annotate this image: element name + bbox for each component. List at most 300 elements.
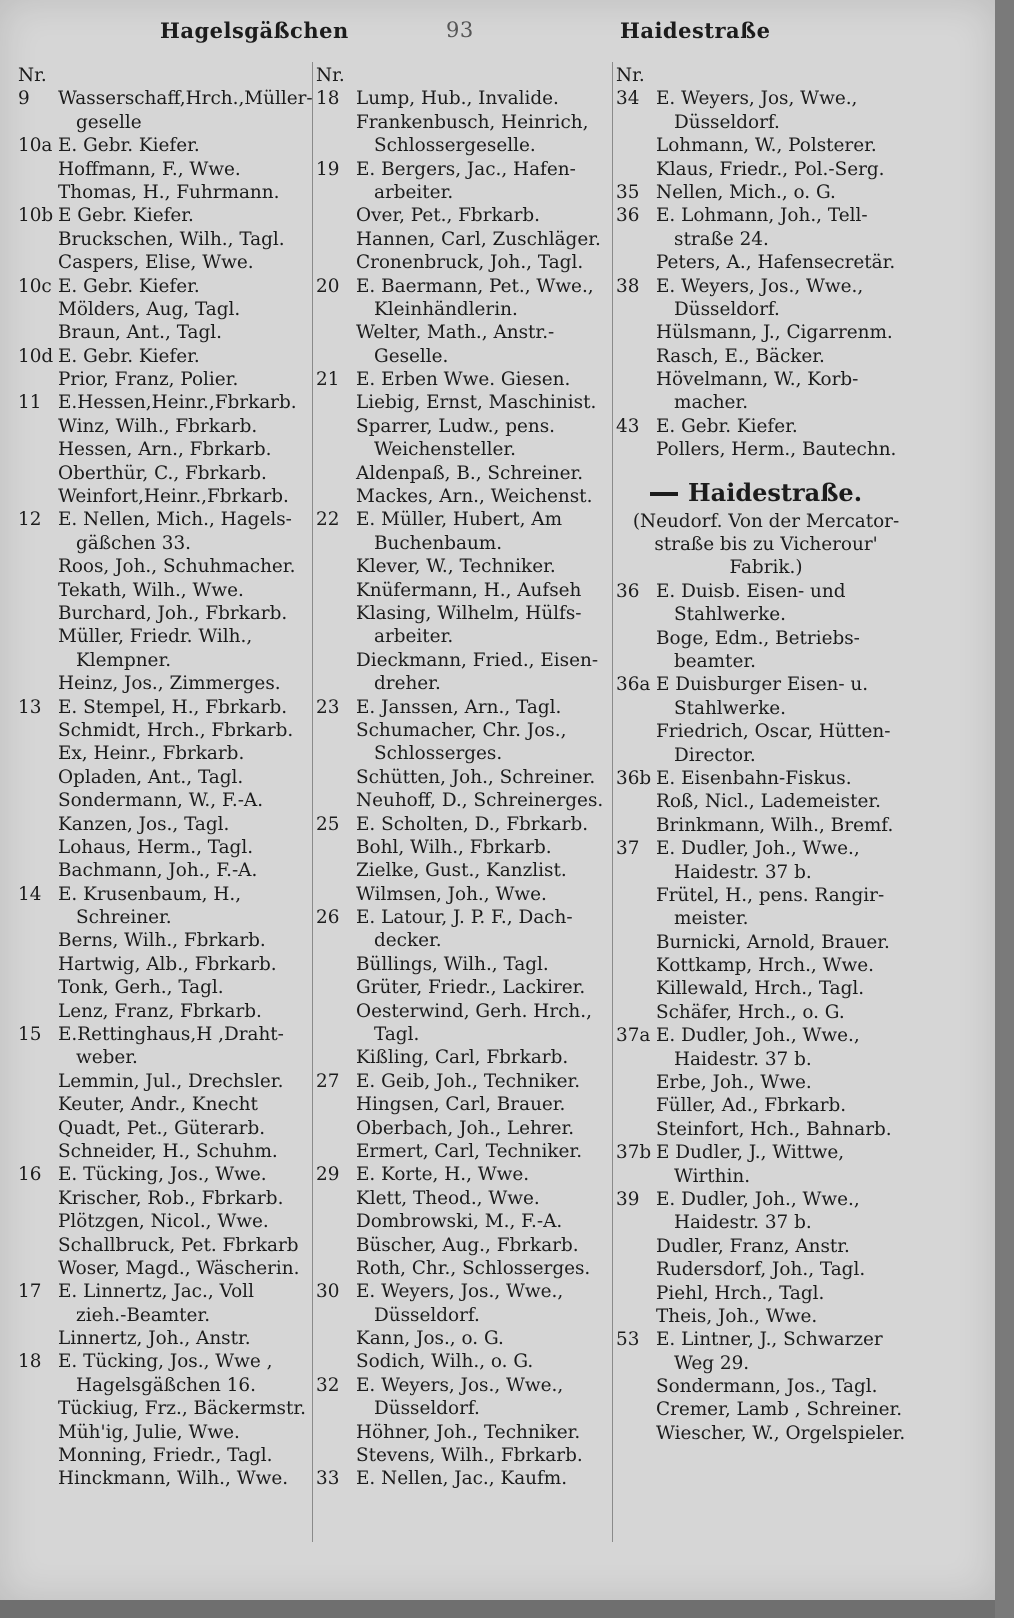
directory-entry	[316, 134, 610, 157]
entry-text: E. Latour, J. P. F., Dach-	[356, 907, 573, 929]
entry-text: arbeiter.	[374, 181, 454, 203]
directory-entry	[18, 1350, 310, 1373]
house-number	[18, 625, 58, 648]
house-number: 22	[316, 509, 340, 531]
directory-entry	[316, 1163, 610, 1186]
house-number	[18, 1046, 58, 1069]
nr-label: Nr.	[616, 65, 645, 86]
page-edge	[995, 0, 1014, 1618]
entry-text: Schneider, H., Schuhm.	[58, 1140, 278, 1162]
entry-text: E. Geib, Joh., Techniker.	[356, 1070, 581, 1092]
house-number	[616, 345, 656, 368]
entry-text: Grüter, Friedr., Lackirer.	[356, 977, 586, 999]
house-number: 19	[316, 158, 340, 180]
entry-text: E. Weyers, Jos, Wwe.,	[656, 88, 858, 110]
directory-entry	[616, 87, 916, 110]
house-number	[316, 953, 356, 976]
house-number	[18, 1257, 58, 1280]
directory-entry	[18, 134, 310, 157]
directory-entry	[616, 1094, 916, 1117]
section-description-line: straße bis zu Vicherour'	[654, 534, 878, 556]
house-number	[18, 1210, 58, 1233]
house-number: 38	[616, 275, 640, 297]
house-number	[316, 1234, 356, 1257]
house-number: 20	[316, 275, 340, 297]
entry-text: E. Dudler, Joh., Wwe.,	[656, 838, 860, 860]
directory-entry	[316, 181, 610, 204]
entry-text: E. Duisb. Eisen- und	[656, 580, 846, 602]
house-number	[616, 1071, 656, 1094]
entry-text: Aldenpaß, B., Schreiner.	[356, 462, 584, 484]
house-number	[18, 555, 58, 578]
directory-entry	[18, 181, 310, 204]
house-number	[616, 954, 656, 977]
directory-entry	[616, 1352, 916, 1375]
house-number	[18, 438, 58, 461]
directory-entry	[18, 438, 310, 461]
entry-text: Tekath, Wilh., Wwe.	[58, 579, 244, 601]
house-number	[616, 1048, 656, 1071]
entry-text: E. Eisenbahn-Fiskus.	[656, 767, 852, 789]
directory-entry	[18, 1140, 310, 1163]
directory-entry	[18, 298, 310, 321]
entry-text: Theis, Joh., Wwe.	[656, 1305, 818, 1327]
house-number: 35	[616, 181, 640, 203]
directory-entry	[316, 1187, 610, 1210]
house-number	[316, 391, 356, 414]
house-number	[616, 1305, 656, 1328]
directory-entry	[616, 251, 916, 274]
directory-entry	[616, 931, 916, 954]
directory-entry	[616, 1375, 916, 1398]
directory-entry	[316, 789, 610, 812]
house-number	[616, 1235, 656, 1258]
directory-entry	[616, 837, 916, 860]
house-number	[18, 415, 58, 438]
entry-text: Rasch, E., Bäcker.	[656, 345, 825, 367]
house-number	[616, 884, 656, 907]
house-number	[18, 813, 58, 836]
house-number	[316, 766, 356, 789]
entry-text: Bruckschen, Wilh., Tagl.	[58, 228, 285, 250]
directory-entry	[616, 1235, 916, 1258]
house-number	[616, 438, 656, 461]
dash-mark	[650, 492, 678, 496]
directory-entry	[18, 1327, 310, 1350]
entry-text: Düsseldorf.	[374, 1304, 480, 1326]
directory-entry	[18, 275, 310, 298]
entry-text: gäßchen 33.	[76, 532, 191, 554]
house-number: 32	[316, 1374, 340, 1396]
directory-entry	[18, 672, 310, 695]
house-number	[18, 906, 58, 929]
house-number	[18, 532, 58, 555]
house-number: 36	[616, 205, 640, 227]
house-number	[316, 625, 356, 648]
entry-text: Dudler, Franz, Anstr.	[656, 1235, 850, 1257]
directory-entry	[616, 321, 916, 344]
house-number: 33	[316, 1468, 340, 1490]
directory-entry	[616, 907, 916, 930]
house-number: 10c	[18, 275, 52, 297]
directory-entry	[316, 438, 610, 461]
entry-text: Stahlwerke.	[674, 604, 786, 626]
directory-entry	[18, 1421, 310, 1444]
entry-text: Frütel, H., pens. Rangir-	[656, 884, 885, 906]
directory-entry	[18, 789, 310, 812]
directory-entry	[316, 368, 610, 391]
house-number	[316, 883, 356, 906]
house-number	[616, 298, 656, 321]
house-number	[316, 181, 356, 204]
directory-entry	[316, 415, 610, 438]
directory-entry	[316, 1397, 610, 1420]
entry-text: Heinz, Jos., Zimmerges.	[58, 673, 281, 695]
directory-entry	[316, 508, 610, 531]
directory-entry	[316, 1210, 610, 1233]
house-number	[316, 1000, 356, 1023]
house-number	[18, 789, 58, 812]
house-number	[18, 1000, 58, 1023]
entry-text: Kißling, Carl, Fbrkarb.	[356, 1047, 569, 1069]
house-number: 29	[316, 1164, 340, 1186]
directory-entry	[616, 1118, 916, 1141]
house-number	[316, 1117, 356, 1140]
house-number: 30	[316, 1281, 340, 1303]
directory-entry	[18, 508, 310, 531]
house-number: 12	[18, 509, 42, 531]
house-number: 39	[616, 1188, 640, 1210]
entry-text: E. Dudler, Joh., Wwe.,	[656, 1025, 860, 1047]
directory-entry	[18, 87, 313, 110]
house-number	[316, 438, 356, 461]
entry-text: Schäfer, Hrch., o. G.	[656, 1001, 845, 1023]
house-number: 9	[18, 88, 30, 110]
entry-text: Hülsmann, J., Cigarrenm.	[656, 322, 893, 344]
entry-text: Keuter, Andr., Knecht	[58, 1094, 258, 1116]
directory-entry	[18, 1093, 310, 1116]
directory-entry	[616, 580, 916, 603]
page-number: 93	[446, 18, 474, 42]
entry-text: Boge, Edm., Betriebs-	[656, 627, 860, 649]
entry-text: Hinckmann, Wilh., Wwe.	[58, 1468, 289, 1490]
entry-text: Cronenbruck, Joh., Tagl.	[356, 252, 584, 274]
house-number	[18, 1093, 58, 1116]
directory-entry	[616, 790, 916, 813]
house-number	[316, 649, 356, 672]
house-number	[18, 719, 58, 742]
directory-entry	[616, 1048, 916, 1071]
entry-text: Büscher, Aug., Fbrkarb.	[356, 1234, 579, 1256]
entry-text: Wasserschaff,Hrch.,Müller-	[58, 88, 313, 110]
directory-entry	[18, 1023, 310, 1046]
house-number	[316, 1327, 356, 1350]
entry-text: Haidestr. 37 b.	[674, 861, 812, 883]
directory-entry	[616, 1071, 916, 1094]
entry-text: Steinfort, Hch., Bahnarb.	[656, 1118, 892, 1140]
house-number	[616, 627, 656, 650]
directory-entry	[18, 415, 310, 438]
house-number: 18	[316, 88, 340, 110]
entry-text: Kanzen, Jos., Tagl.	[58, 813, 230, 835]
entry-text: E. Janssen, Arn., Tagl.	[356, 696, 562, 718]
entry-text: Klett, Theod., Wwe.	[356, 1187, 540, 1209]
entry-text: Prior, Franz, Polier.	[58, 369, 239, 391]
entry-text: dreher.	[374, 673, 441, 695]
house-number	[316, 204, 356, 227]
directory-entry	[316, 1421, 610, 1444]
entry-text: Over, Pet., Fbrkarb.	[356, 205, 541, 227]
entry-text: Killewald, Hrch., Tagl.	[656, 978, 865, 1000]
house-number	[316, 251, 356, 274]
house-number	[18, 1467, 58, 1490]
house-number	[616, 228, 656, 251]
directory-entry	[316, 1023, 610, 1046]
entry-text: Cremer, Lamb , Schreiner.	[656, 1399, 903, 1421]
house-number	[18, 953, 58, 976]
house-number: 34	[616, 88, 640, 110]
entry-text: Frankenbusch, Heinrich,	[356, 111, 589, 133]
entry-text: Dieckmann, Fried., Eisen-	[356, 649, 599, 671]
entry-text: E. Gebr. Kiefer.	[58, 345, 200, 367]
entry-text: Pollers, Herm., Bautechn.	[656, 439, 897, 461]
directory-entry	[316, 1467, 610, 1490]
house-number: 53	[616, 1329, 640, 1351]
house-number: 21	[316, 369, 340, 391]
entry-text: E Gebr. Kiefer.	[58, 205, 194, 227]
directory-entry	[316, 204, 610, 227]
entry-text: Klempner.	[76, 649, 172, 671]
directory-entry	[18, 1467, 310, 1490]
entry-text: E. Müller, Hubert, Am	[356, 509, 563, 531]
directory-entry	[18, 1280, 310, 1303]
directory-entry	[316, 485, 610, 508]
directory-entry	[316, 766, 610, 789]
entry-text: Burnicki, Arnold, Brauer.	[656, 931, 890, 953]
header-left-street: Hagelsgäßchen	[160, 18, 349, 43]
house-number	[18, 836, 58, 859]
house-number: 13	[18, 696, 42, 718]
house-number	[18, 766, 58, 789]
directory-entry	[18, 321, 310, 344]
directory-entry	[616, 1211, 916, 1234]
entry-text: Lohaus, Herm., Tagl.	[58, 836, 254, 858]
house-number	[616, 1398, 656, 1421]
house-number	[616, 111, 656, 134]
entry-text: E Duisburger Eisen- u.	[656, 674, 869, 696]
entry-text: E. Dudler, Joh., Wwe.,	[656, 1188, 860, 1210]
directory-entry	[616, 181, 916, 204]
entry-text: E. Gebr. Kiefer.	[58, 135, 200, 157]
entry-text: Stahlwerke.	[674, 697, 786, 719]
house-number	[18, 1070, 58, 1093]
directory-entry	[316, 672, 610, 695]
directory-entry	[18, 859, 310, 882]
directory-entry	[316, 1327, 610, 1350]
entry-text: Schreiner.	[76, 907, 172, 929]
directory-entry	[616, 298, 916, 321]
house-number	[18, 368, 58, 391]
house-number: 36a	[616, 674, 651, 696]
directory-entry	[316, 462, 610, 485]
house-number	[616, 158, 656, 181]
entry-text: weber.	[76, 1047, 138, 1069]
directory-entry	[18, 1117, 310, 1140]
house-number	[316, 532, 356, 555]
house-number	[316, 1397, 356, 1420]
house-number	[616, 931, 656, 954]
directory-entry	[316, 1350, 610, 1373]
directory-entry	[616, 1282, 916, 1305]
column-divider	[612, 62, 613, 1542]
directory-entry	[616, 1188, 916, 1211]
section-description-line: Fabrik.)	[729, 557, 803, 579]
directory-entry	[18, 1234, 310, 1257]
house-number: 36b	[616, 767, 652, 789]
house-number	[316, 976, 356, 999]
entry-text: Monning, Friedr., Tagl.	[58, 1445, 273, 1467]
directory-entry	[616, 744, 916, 767]
directory-entry	[616, 767, 916, 790]
house-number	[18, 298, 58, 321]
directory-entry	[616, 697, 916, 720]
house-number: 37	[616, 838, 640, 860]
directory-entry	[316, 953, 610, 976]
entry-text: Wiescher, W., Orgelspieler.	[656, 1422, 906, 1444]
directory-entry	[316, 555, 610, 578]
directory-entry	[18, 485, 310, 508]
directory-entry	[18, 532, 310, 555]
directory-entry	[616, 603, 916, 626]
house-number	[316, 1257, 356, 1280]
house-number	[316, 228, 356, 251]
entry-text: Linnertz, Joh., Anstr.	[58, 1328, 251, 1350]
directory-entry	[18, 1000, 310, 1023]
entry-text: Knüfermann, H., Aufseh	[356, 579, 582, 601]
entry-text: Hessen, Arn., Fbrkarb.	[58, 439, 272, 461]
house-number	[18, 181, 58, 204]
house-number	[616, 1165, 656, 1188]
house-number	[316, 1350, 356, 1373]
directory-entry	[616, 1422, 916, 1445]
directory-entry	[616, 438, 916, 461]
directory-entry	[316, 275, 610, 298]
directory-entry	[316, 158, 610, 181]
entry-text: Rudersdorf, Joh., Tagl.	[656, 1259, 866, 1281]
directory-entry	[616, 368, 916, 391]
directory-entry	[616, 673, 916, 696]
entry-text: Sondermann, Jos., Tagl.	[656, 1376, 878, 1398]
directory-entry	[18, 555, 310, 578]
directory-entry	[18, 1304, 310, 1327]
entry-text: Stevens, Wilh., Fbrkarb.	[356, 1445, 583, 1467]
directory-entry	[316, 813, 610, 836]
entry-text: E. Stempel, H., Fbrkarb.	[58, 696, 288, 718]
house-number	[616, 1118, 656, 1141]
directory-entry	[316, 87, 610, 110]
house-number	[316, 1140, 356, 1163]
entry-text: E.Hessen,Heinr.,Fbrkarb.	[58, 392, 297, 414]
entry-text: Düsseldorf.	[674, 298, 780, 320]
entry-text: Kann, Jos., o. G.	[356, 1328, 504, 1350]
directory-entry	[18, 1210, 310, 1233]
section-title: Haidestraße.	[616, 476, 916, 510]
house-number	[316, 742, 356, 765]
entry-text: Lemmin, Jul., Drechsler.	[58, 1070, 284, 1092]
entry-text: Hoffmann, F., Wwe.	[58, 158, 241, 180]
house-number	[616, 697, 656, 720]
entry-text: Sodich, Wilh., o. G.	[356, 1351, 534, 1373]
entry-text: Braun, Ant., Tagl.	[58, 322, 223, 344]
entry-text: Buchenbaum.	[374, 532, 503, 554]
entry-text: Lenz, Franz, Fbrkarb.	[58, 1000, 262, 1022]
directory-entry	[616, 391, 916, 414]
entry-text: Opladen, Ant., Tagl.	[58, 766, 244, 788]
entry-text: Weg 29.	[674, 1352, 750, 1374]
directory-entry	[316, 345, 610, 368]
house-number	[18, 742, 58, 765]
entry-text: Schallbruck, Pet. Fbrkarb	[58, 1234, 299, 1256]
house-number	[316, 929, 356, 952]
house-number: 18	[18, 1351, 42, 1373]
house-number	[18, 579, 58, 602]
directory-entry	[18, 602, 310, 625]
entry-text: Berns, Wilh., Fbrkarb.	[58, 930, 266, 952]
directory-entry	[316, 719, 610, 742]
entry-text: Nellen, Mich., o. G.	[656, 181, 836, 203]
directory-entry	[18, 953, 310, 976]
house-number: 27	[316, 1070, 340, 1092]
directory-entry	[616, 1141, 916, 1164]
entry-text: Hövelmann, W., Korb-	[656, 369, 859, 391]
house-number	[616, 134, 656, 157]
directory-entry	[18, 1257, 310, 1280]
entry-text: Haidestr. 37 b.	[674, 1212, 812, 1234]
house-number	[316, 321, 356, 344]
entry-text: Mölders, Aug, Tagl.	[58, 298, 241, 320]
directory-entry	[18, 1187, 310, 1210]
house-number	[18, 321, 58, 344]
entry-text: Haidestr. 37 b.	[674, 1048, 812, 1070]
directory-entry	[316, 859, 610, 882]
directory-entry	[616, 954, 916, 977]
directory-entry	[616, 861, 916, 884]
entry-text: Neuhoff, D., Schreinerges.	[356, 790, 604, 812]
entry-text: Klever, W., Techniker.	[356, 556, 556, 578]
entry-text: Ex, Heinr., Fbrkarb.	[58, 743, 245, 765]
directory-entry	[18, 228, 310, 251]
directory-entry	[316, 1444, 610, 1467]
directory-entry	[18, 813, 310, 836]
house-number	[616, 321, 656, 344]
entry-text: E. Weyers, Jos., Wwe.,	[356, 1281, 564, 1303]
house-number	[316, 789, 356, 812]
column-3	[616, 64, 916, 1445]
house-number	[616, 744, 656, 767]
entry-text: E. Bergers, Jac., Hafen-	[356, 158, 576, 180]
entry-text: Müh'ig, Julie, Wwe.	[58, 1421, 240, 1443]
entry-text: Büllings, Wilh., Tagl.	[356, 953, 549, 975]
house-number	[316, 111, 356, 134]
entry-text: Wirthin.	[674, 1165, 751, 1187]
entry-text: Roos, Joh., Schuhmacher.	[58, 556, 296, 578]
directory-entry	[18, 1444, 310, 1467]
directory-entry	[18, 111, 310, 134]
directory-entry	[18, 742, 310, 765]
directory-entry	[616, 1001, 916, 1024]
house-number	[316, 1421, 356, 1444]
directory-entry	[616, 720, 916, 743]
